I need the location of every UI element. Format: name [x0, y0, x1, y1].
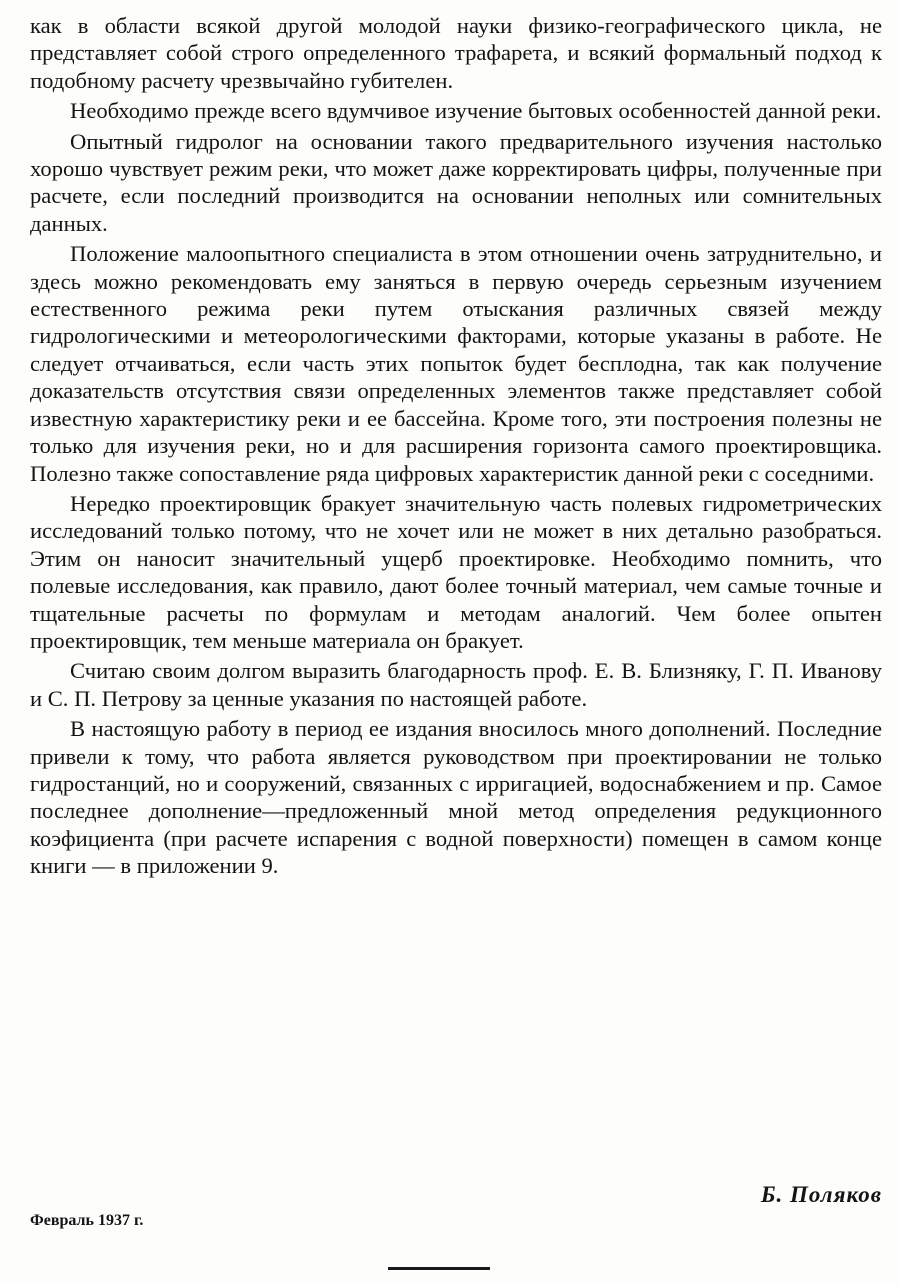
paragraph-2: Необходимо прежде всего вдумчивое изучение бытовых особенностей данной реки. — [70, 98, 882, 124]
paragraph-7: В настоящую работу в период ее издания вносилось много дополнений. Последние привели к тому, что работа является руководством при проектировании не только гидростанций, но и сооружений, связанных с ирригацией, водоснабжением и пр. Самое последнее дополнение—предложенный мной метод определения редукционного коэфициента (при расчете испарения с водной поверхности) помещен в самом конце книги — в приложении 9. — [30, 716, 882, 879]
paragraph-6: Считаю своим долгом выразить благодарность проф. Е. В. Близняку, Г. П. Иванову и С. П. Петрову за ценные указания по настоящей работе. — [30, 658, 882, 711]
body-text — [30, 12, 882, 883]
paragraph-4: Положение малоопытного специалиста в этом отношении очень затруднительно, и здесь можно рекомендовать ему заняться в первую очередь серьезным изучением естественного режима реки путем отыскания различных связей между гидрологическими и метеорологическими факторами, которые указаны в работе. Не следует отчаиваться, если часть этих попыток будет бесплодна, так как получение доказательств отсутствия связи определенных элементов также представляет собой известную характеристику реки и ее бассейна. Кроме того, эти построения полезны не только для изучения реки, но и для расширения горизонта самого проектировщика. Полезно также сопоставление ряда цифровых характеристик данной реки с соседними. — [30, 241, 882, 486]
author-signature: Б. Поляков — [760, 1182, 882, 1207]
paragraph-5: Нередко проектировщик бракует значительную часть полевых гидрометрических исследований только потому, что не хочет или не может в них детально разобраться. Этим он наносит значительный ущерб проектировке. Необходимо помнить, что полевые исследования, как правило, дают более точный материал, чем самые точные и тщательные расчеты по формулам и методам аналогий. Чем более опытен проектировщик, тем меньше материала он бракует. — [30, 490, 882, 653]
end-rule-divider — [388, 1267, 490, 1270]
paragraph-3: Опытный гидролог на основании такого предварительного изучения настолько хорошо чувствует режим реки, что может даже корректировать цифры, полученные при расчете, если последний производится на основании неполных или сомнительных данных. — [30, 128, 882, 236]
date-line: Февраль 1937 г. — [30, 1212, 144, 1229]
paragraph-1: как в области всякой другой молодой науки физико-географического цикла, не представляет собой строго определенного трафарета, и всякий формальный подход к подобному расчету чрезвычайно губителен. — [30, 13, 882, 93]
